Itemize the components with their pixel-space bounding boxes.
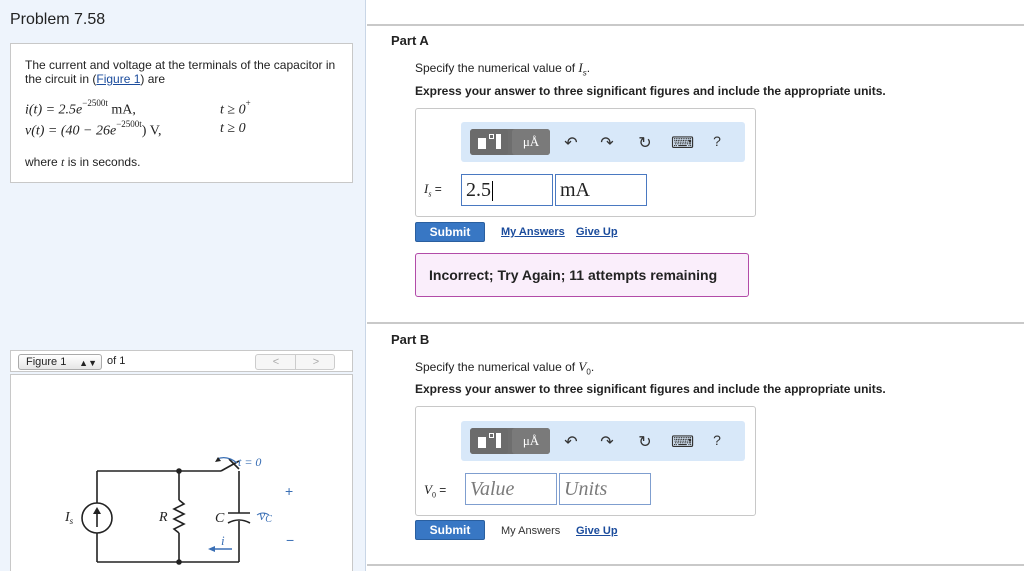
templates-button[interactable] bbox=[470, 129, 508, 155]
circuit-diagram bbox=[11, 375, 352, 572]
eq2-unit: ) V, bbox=[141, 123, 162, 139]
part-a-divider bbox=[367, 24, 1024, 26]
part-a-submit-button[interactable]: Submit bbox=[415, 222, 485, 242]
problem-intro bbox=[25, 58, 345, 86]
part-b-divider bbox=[367, 322, 1024, 324]
part-b-give-up-link[interactable]: Give Up bbox=[576, 525, 618, 537]
undo-icon[interactable]: ↶ bbox=[564, 135, 578, 152]
part-a-answer-box bbox=[415, 108, 756, 217]
select-arrows-icon: ▲▼ bbox=[79, 358, 97, 368]
part-a-value-input[interactable] bbox=[461, 174, 553, 206]
switch-label: t = 0 bbox=[238, 455, 262, 469]
part-a-my-answers-link[interactable]: My Answers bbox=[501, 226, 565, 238]
part-a-spec-var: I bbox=[578, 60, 583, 75]
part-a-instructions: Express your answer to three significant figures and include the appropriate units. bbox=[415, 84, 886, 98]
part-a-spec-end: . bbox=[586, 61, 591, 75]
keyboard-icon[interactable]: ⌨ bbox=[671, 135, 695, 152]
part-a-toolbar bbox=[461, 122, 745, 162]
bottom-divider bbox=[367, 564, 1024, 566]
redo-icon[interactable]: ↷ bbox=[600, 135, 614, 152]
help-button[interactable]: ? bbox=[713, 432, 721, 448]
answer-panel bbox=[367, 0, 1024, 571]
part-b-title: Part B bbox=[391, 332, 430, 347]
part-a-spec bbox=[415, 60, 590, 77]
part-b-spec-end: . bbox=[590, 360, 595, 374]
figure-select[interactable] bbox=[18, 354, 102, 370]
figure-link[interactable]: Figure 1 bbox=[96, 72, 141, 86]
template-small-icon bbox=[489, 134, 494, 139]
eq1-unit: mA, bbox=[107, 102, 136, 118]
part-b-spec-var: V bbox=[578, 359, 587, 374]
top-node-dot bbox=[176, 468, 182, 474]
figure-count: of 1 bbox=[107, 355, 126, 367]
intro-text-end: ) are bbox=[140, 72, 166, 86]
part-b-spec-text: Specify the numerical value of bbox=[415, 360, 579, 374]
help-button[interactable]: ? bbox=[713, 133, 721, 149]
eq1-cond-sup: + bbox=[245, 98, 251, 108]
voltage-label: vC bbox=[259, 509, 272, 525]
figure-select-value: Figure 1 bbox=[26, 356, 67, 368]
template-group bbox=[470, 428, 550, 454]
part-a-answer-label: $I_s$ = bbox=[424, 181, 442, 199]
part-a-value: 2.5 bbox=[466, 179, 491, 201]
eq2-cond: t ≥ 0 bbox=[220, 121, 246, 136]
eq1-cond: t ≥ 0 bbox=[220, 102, 246, 118]
eq2-exponent: −2500t bbox=[116, 119, 142, 129]
part-a-feedback: Incorrect; Try Again; 11 attempts remaining bbox=[415, 253, 749, 297]
figure-area bbox=[10, 374, 353, 571]
template-square-icon bbox=[478, 437, 486, 448]
bottom-node-dot bbox=[176, 559, 182, 565]
source-label: $I_s$ bbox=[65, 510, 74, 526]
template-square-icon bbox=[478, 138, 486, 149]
part-a-spec-text: Specify the numerical value of bbox=[415, 61, 579, 75]
where-text: where bbox=[25, 155, 62, 169]
part-b-answer-label: $V_0$ = bbox=[424, 482, 447, 500]
eq1-lhs: i(t) = 2.5e bbox=[25, 102, 83, 118]
eq1-exponent: −2500t bbox=[82, 98, 108, 108]
template-group bbox=[470, 129, 550, 155]
part-b-units-input[interactable]: Units bbox=[559, 473, 651, 505]
units-button[interactable]: μÅ bbox=[512, 428, 550, 454]
part-b-spec-sub: 0 bbox=[586, 367, 591, 377]
equation-voltage-condition bbox=[220, 121, 246, 137]
text-cursor bbox=[492, 181, 493, 201]
part-a-title: Part A bbox=[391, 33, 429, 48]
where-note bbox=[25, 155, 140, 170]
template-tall-icon bbox=[496, 134, 501, 149]
minus-sign: − bbox=[286, 532, 295, 548]
figure-next-button[interactable]: > bbox=[312, 356, 320, 368]
capacitor-label: C bbox=[215, 511, 225, 526]
problem-statement bbox=[10, 43, 353, 183]
problem-title: Problem 7.58 bbox=[10, 11, 106, 28]
redo-icon[interactable]: ↷ bbox=[600, 434, 614, 451]
part-b-spec bbox=[415, 359, 594, 376]
part-b-value-input[interactable]: Value bbox=[465, 473, 557, 505]
part-a-spec-sub: s bbox=[582, 68, 587, 78]
figure-prev-button[interactable]: < bbox=[272, 356, 280, 368]
plus-sign: + bbox=[285, 483, 294, 499]
equation-voltage bbox=[25, 121, 162, 140]
keyboard-icon[interactable]: ⌨ bbox=[671, 434, 695, 451]
part-b-instructions: Express your answer to three significant figures and include the appropriate units. bbox=[415, 382, 886, 396]
part-a-give-up-link[interactable]: Give Up bbox=[576, 226, 618, 238]
source-arrow-head bbox=[93, 507, 101, 514]
reset-icon[interactable]: ↻ bbox=[638, 135, 652, 152]
reset-icon[interactable]: ↻ bbox=[638, 434, 652, 451]
figure-nav bbox=[255, 354, 335, 370]
eq2-lhs: v(t) = (40 − 26e bbox=[25, 123, 117, 139]
resistor-symbol bbox=[174, 500, 184, 533]
part-b-my-answers-label: My Answers bbox=[501, 525, 561, 537]
templates-button[interactable] bbox=[470, 428, 508, 454]
current-label: i bbox=[221, 533, 225, 548]
part-a-units-input[interactable]: mA bbox=[555, 174, 647, 206]
part-b-answer-box bbox=[415, 406, 756, 516]
template-small-icon bbox=[489, 433, 494, 438]
equation-current bbox=[25, 100, 136, 119]
units-button[interactable]: μÅ bbox=[512, 129, 550, 155]
resistor-label: R bbox=[159, 510, 168, 525]
current-arrow-head bbox=[208, 546, 215, 552]
undo-icon[interactable]: ↶ bbox=[564, 434, 578, 451]
equation-current-condition bbox=[220, 100, 251, 119]
part-b-submit-button[interactable]: Submit bbox=[415, 520, 485, 540]
template-tall-icon bbox=[496, 433, 501, 448]
problem-panel bbox=[0, 0, 366, 571]
intro-text: The current and voltage at the terminals of the capacitor in the circuit in ( bbox=[25, 58, 336, 86]
where-var: t bbox=[61, 155, 65, 169]
where-text-end: is in seconds. bbox=[64, 155, 141, 169]
part-b-toolbar bbox=[461, 421, 745, 461]
figure-bar bbox=[10, 350, 353, 372]
